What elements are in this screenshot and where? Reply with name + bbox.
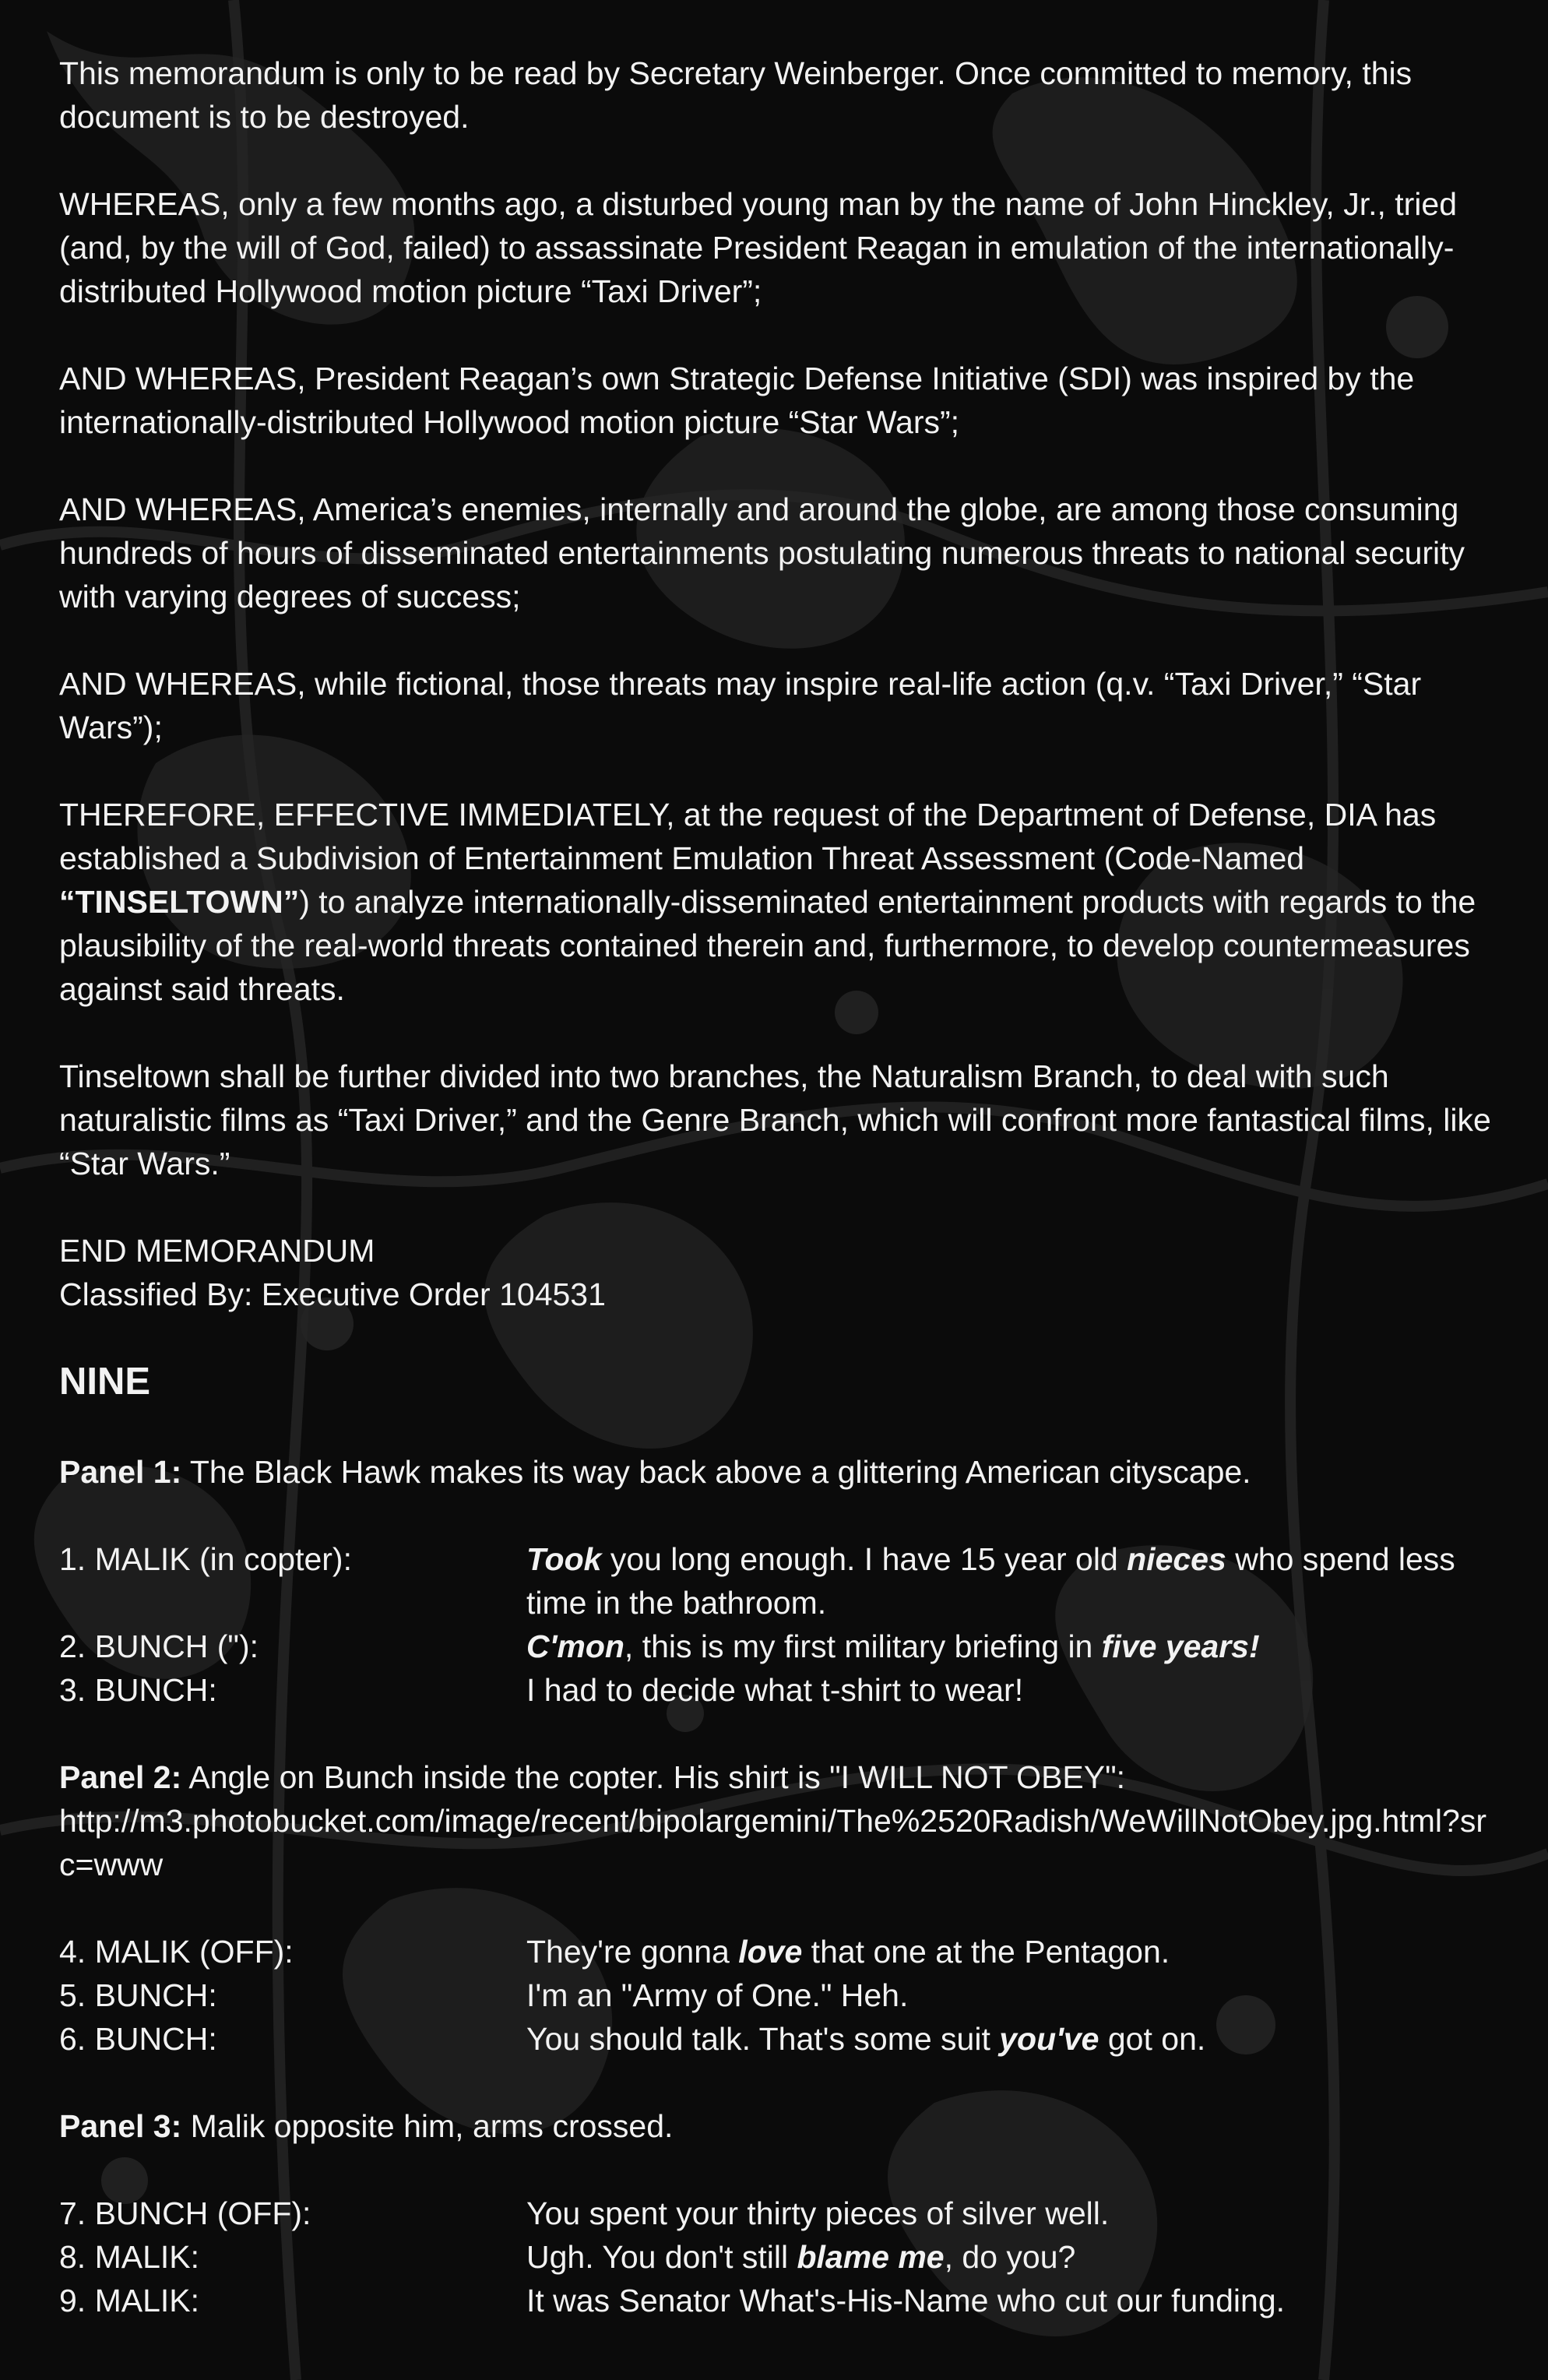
codename-tinseltown: “TINSELTOWN” [59, 884, 300, 920]
dialogue-speaker: 2. BUNCH ("): [59, 1628, 259, 1664]
dialogue-line [59, 2235, 1492, 2279]
dialogue-line [59, 1625, 1492, 1668]
dialogue-line [59, 1668, 1492, 1712]
memo-whereas-4: AND WHEREAS, while fictional, those threats may inspire real-life action (q.v. “Taxi Driver,” “Star Wars”); [59, 666, 1422, 745]
dialogue-speaker: 3. BUNCH: [59, 1672, 217, 1708]
emphasis: C'mon [526, 1628, 624, 1664]
script-page [59, 51, 1492, 2366]
dialogue-speech: It was Senator What's-His-Name who cut our funding. [526, 2283, 1286, 2318]
panel-1-text: The Black Hawk makes its way back above a glittering American cityscape. [181, 1454, 1251, 1490]
dialogue-line [59, 1537, 1492, 1625]
reference-url: http://m3.photobucket.com/image/recent/bipolargemini/The%2520Radish/WeWillNotObey.jpg.html?src=www [59, 1803, 1486, 1882]
memo-whereas-1: WHEREAS, only a few months ago, a disturbed young man by the name of John Hinckley, Jr., tried (and, by the will of God, failed) to assassinate President Reagan in emulation of the internationally-distributed Hollywood motion picture “Taxi Driver”; [59, 186, 1458, 309]
emphasis: Took [526, 1541, 602, 1577]
dialogue-speaker: 1. MALIK (in copter): [59, 1541, 352, 1577]
dialogue-speech [526, 1625, 1492, 1668]
speech-text: who spend less time in the bathroom. [526, 1541, 1455, 1621]
section-heading: NINE [59, 1361, 151, 1403]
memo-end-block [59, 1229, 1492, 1316]
speech-text: , this is my first military briefing in [624, 1628, 1102, 1664]
emphasis: nieces [1127, 1541, 1226, 1577]
panel-2-dialogue [59, 1930, 1492, 2061]
dialogue-speaker: 7. BUNCH (OFF): [59, 2195, 311, 2231]
dialogue-speech: You spent your thirty pieces of silver well. [526, 2195, 1110, 2231]
dialogue-speech [526, 2235, 1492, 2279]
panel-3-text: Malik opposite him, arms crossed. [181, 2108, 674, 2144]
dialogue-speech: I had to decide what t-shirt to wear! [526, 1672, 1024, 1708]
memo-whereas-3: AND WHEREAS, America’s enemies, internally and around the globe, are among those consuming hundreds of hours of disseminated entertainments postulating numerous threats to national security with varying degrees of success; [59, 491, 1465, 614]
memo-end: END MEMORANDUM [59, 1233, 375, 1269]
panel-3-dialogue [59, 2192, 1492, 2322]
dialogue-speaker: 8. MALIK: [59, 2239, 200, 2275]
speech-text: Ugh. You don't still [526, 2239, 797, 2275]
panel-2-description [59, 1755, 1492, 1886]
emphasis: five years! [1101, 1628, 1260, 1664]
speech-text: You should talk. That's some suit [526, 2021, 1000, 2057]
dialogue-speaker: 6. BUNCH: [59, 2021, 217, 2057]
memo-whereas-2: AND WHEREAS, President Reagan’s own Strategic Defense Initiative (SDI) was inspired by the internationally-distributed Hollywood motion picture “Star Wars”; [59, 361, 1415, 440]
memo-intro: This memorandum is only to be read by Secretary Weinberger. Once committed to memory, this document is to be destroyed. [59, 55, 1413, 135]
emphasis: you've [999, 2021, 1099, 2057]
dialogue-line [59, 2017, 1492, 2061]
dialogue-speech [526, 2017, 1492, 2061]
therefore-text-after: ) to analyze internationally-disseminated entertainment products with regards to the plausibility of the real-world threats contained therein and, furthermore, to develop countermeasures against said threats. [59, 884, 1476, 1007]
panel-2-label: Panel 2: [59, 1759, 182, 1795]
speech-text: got on. [1099, 2021, 1206, 2057]
panel-1-dialogue [59, 1537, 1492, 1712]
dialogue-line [59, 2192, 1492, 2235]
memo-branches: Tinseltown shall be further divided into two branches, the Naturalism Branch, to deal with such naturalistic films as “Taxi Driver,” and the Genre Branch, which will confront more fantastical films, like “Star Wars.” [59, 1058, 1491, 1181]
dialogue-line [59, 1930, 1492, 1973]
panel-1-description [59, 1450, 1492, 1494]
dialogue-speech: I'm an "Army of One." Heh. [526, 1977, 909, 2013]
speech-text: , do you? [944, 2239, 1076, 2275]
panel-1-label: Panel 1: [59, 1454, 182, 1490]
speech-text: They're gonna [526, 1934, 739, 1970]
dialogue-line [59, 2279, 1492, 2322]
speech-text: that one at the Pentagon. [802, 1934, 1170, 1970]
dialogue-speech [526, 1930, 1492, 1973]
dialogue-speaker: 5. BUNCH: [59, 1977, 217, 2013]
panel-3-label: Panel 3: [59, 2108, 182, 2144]
dialogue-speaker: 9. MALIK: [59, 2283, 200, 2318]
therefore-text-before: THEREFORE, EFFECTIVE IMMEDIATELY, at the request of the Department of Defense, DIA has established a Subdivision of Entertainment Emulation Threat Assessment (Code-Named [59, 797, 1437, 876]
panel-2-text: Angle on Bunch inside the copter. His shirt is "I WILL NOT OBEY": [181, 1759, 1126, 1795]
speech-text: you long enough. I have 15 year old [601, 1541, 1128, 1577]
dialogue-speech [526, 1537, 1492, 1625]
emphasis: love [738, 1934, 803, 1970]
emphasis: blame me [797, 2239, 945, 2275]
memo-therefore [59, 793, 1492, 1011]
dialogue-speaker: 4. MALIK (OFF): [59, 1934, 294, 1970]
memo-classified: Classified By: Executive Order 104531 [59, 1276, 606, 1312]
dialogue-line [59, 1973, 1492, 2017]
panel-3-description [59, 2104, 1492, 2148]
